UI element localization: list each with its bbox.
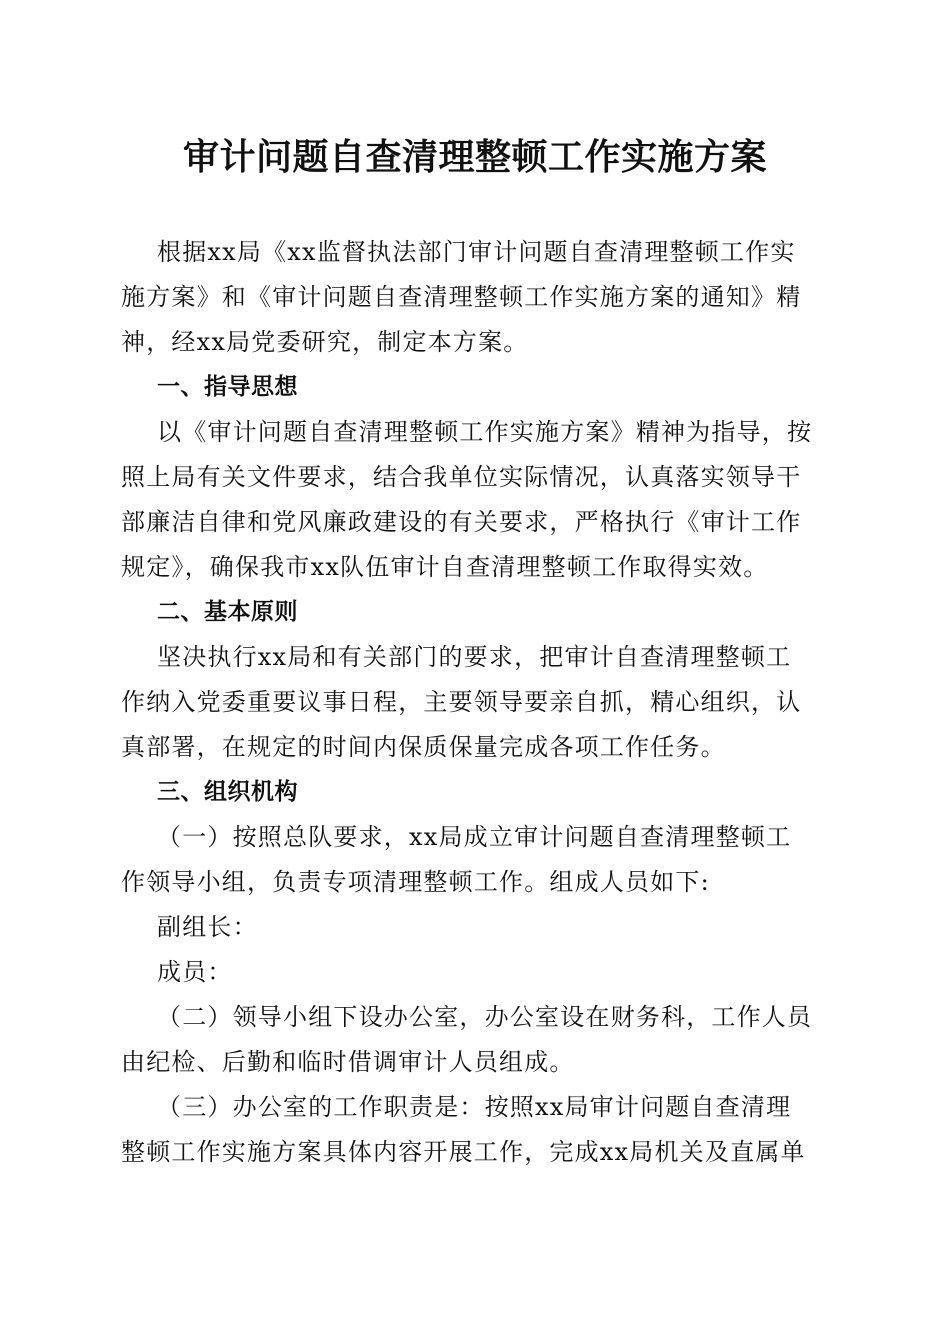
section-guiding-ideology xyxy=(121,365,821,590)
document-title: 审计问题自查清理整顿工作实施方案 xyxy=(182,137,767,178)
text-line: （一）按照总队要求，xx局成立审计问题自查清理整顿工 xyxy=(157,823,792,851)
intro-paragraph xyxy=(121,230,821,365)
text-line: 照上局有关文件要求，结合我单位实际情况，认真落实领导干 xyxy=(121,463,802,491)
text-line: 根据xx局《xx监督执法部门审计问题自查清理整顿工作实 xyxy=(157,238,796,266)
text-line: 施方案》和《审计问题自查清理整顿工作实施方案的通知》精 xyxy=(121,283,802,311)
section-organization xyxy=(121,770,821,1175)
text-line: 作领导小组，负责专项清理整顿工作。组成人员如下: xyxy=(121,868,710,896)
text-line: 以《审计问题自查清理整顿工作实施方案》精神为指导，按 xyxy=(157,418,813,446)
text-line: 整顿工作实施方案具体内容开展工作，完成xx局机关及直属单 xyxy=(121,1138,806,1166)
document-body xyxy=(121,230,821,1175)
section-heading: 三、组织机构 xyxy=(157,779,298,805)
text-line: 规定》，确保我市xx队伍审计自查清理整顿工作取得实效。 xyxy=(121,553,769,581)
section-heading: 一、指导思想 xyxy=(157,374,298,400)
text-line: 副组长： xyxy=(157,913,258,941)
text-line: 部廉洁自律和党风廉政建设的有关要求，严格执行《审计工作 xyxy=(121,508,802,536)
text-line: 作纳入党委重要议事日程，主要领导要亲自抓，精心组织，认 xyxy=(121,688,802,716)
text-line: （三）办公室的工作职责是：按照xx局审计问题自查清理 xyxy=(157,1093,792,1121)
text-line: 成员： xyxy=(157,958,233,986)
section-heading: 二、基本原则 xyxy=(157,599,298,625)
text-line: （二）领导小组下设办公室，办公室设在财务科，工作人员 xyxy=(157,1003,813,1031)
text-line: 神，经xx局党委研究，制定本方案。 xyxy=(121,328,529,356)
text-line: 真部署，在规定的时间内保质保量完成各项工作任务。 xyxy=(121,733,726,761)
text-line: 坚决执行xx局和有关部门的要求，把审计自查清理整顿工 xyxy=(157,643,792,671)
text-line: 由纪检、后勤和临时借调审计人员组成。 xyxy=(121,1048,575,1076)
section-basic-principles xyxy=(121,590,821,770)
